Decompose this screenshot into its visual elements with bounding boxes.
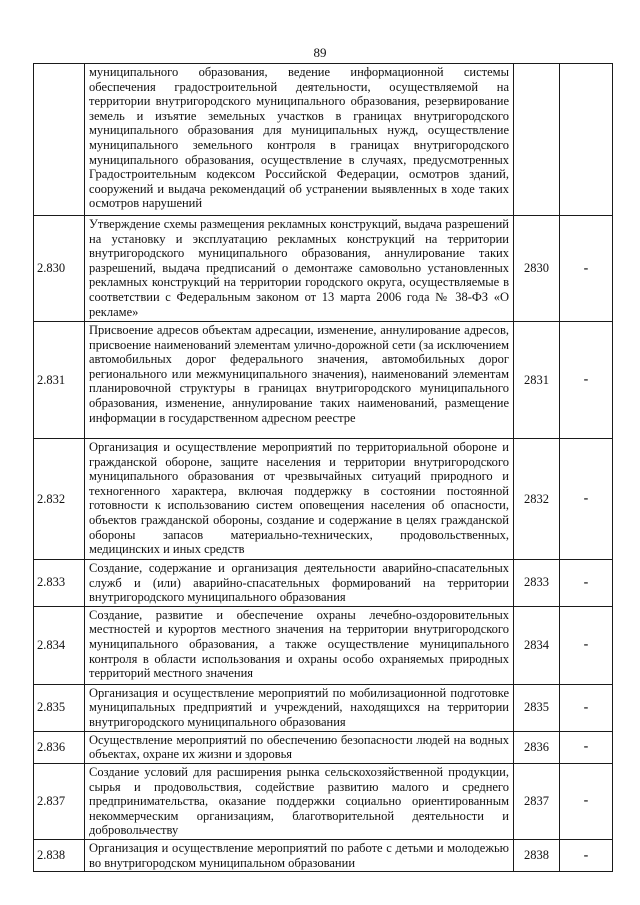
table-row xyxy=(34,439,613,560)
row-number: 2.833 xyxy=(34,560,85,607)
row-code: 2832 xyxy=(514,439,560,560)
table-row xyxy=(34,64,613,216)
row-number: 2.832 xyxy=(34,439,85,560)
row-number: 2.830 xyxy=(34,216,85,322)
row-code: 2835 xyxy=(514,684,560,731)
table-row xyxy=(34,763,613,839)
row-code: 2836 xyxy=(514,731,560,763)
row-description: Организация и осуществление мероприятий по работе с детьми и молодежью во внутригородском муниципальном образовании xyxy=(85,839,514,871)
row-description: Осуществление мероприятий по обеспечению безопасности людей на водных объектах, охране их жизни и здоровья xyxy=(85,731,514,763)
row-description: Создание условий для расширения рынка сельскохозяйственной продукции, сырья и продовольствия, содействие развитию малого и среднего предпринимательства, оказание поддержки социально ориентированным некоммерческим организациям, благотворительной деятельности и добровольчеству xyxy=(85,763,514,839)
row-mark xyxy=(560,64,613,216)
row-number: 2.835 xyxy=(34,684,85,731)
row-number: 2.838 xyxy=(34,839,85,871)
row-number: 2.837 xyxy=(34,763,85,839)
row-code xyxy=(514,64,560,216)
row-mark: - xyxy=(560,322,613,439)
row-code: 2837 xyxy=(514,763,560,839)
row-mark: - xyxy=(560,606,613,684)
row-description: Организация и осуществление мероприятий по мобилизационной подготовке муниципальных предприятий и учреждений, находящихся на территории внутригородского муниципального образования xyxy=(85,684,514,731)
table-row xyxy=(34,684,613,731)
row-description: Организация и осуществление мероприятий по территориальной обороне и гражданской обороне, защите населения и территории внутригородского муниципального образования от чрезвычайных ситуаций природного и техногенного характера, включая поддержку в состоянии постоянной готовности к использованию систем оповещения населения об опасности, объектов гражданской обороны, создание и содержание в целях гражданской обороны запасов материально-технических, продовольственных, медицинских и иных средств xyxy=(85,439,514,560)
row-mark: - xyxy=(560,684,613,731)
row-code: 2830 xyxy=(514,216,560,322)
row-mark: - xyxy=(560,439,613,560)
table-row xyxy=(34,731,613,763)
row-code: 2838 xyxy=(514,839,560,871)
row-code: 2831 xyxy=(514,322,560,439)
row-description: Создание, содержание и организация деятельности аварийно-спасательных служб и (или) аварийно-спасательных формирований на территории внутригородского муниципального образования xyxy=(85,560,514,607)
row-description: Создание, развитие и обеспечение охраны лечебно-оздоровительных местностей и курортов местного значения на территории внутригородского муниципального образования, а также осуществление муниципального контроля в области использования и охраны особо охраняемых природных территорий местного значения xyxy=(85,606,514,684)
row-mark: - xyxy=(560,216,613,322)
page-number: 89 xyxy=(313,45,327,60)
row-description: Утверждение схемы размещения рекламных конструкций, выдача разрешений на установку и эксплуатацию рекламных конструкций на территории внутригородского муниципального образования, аннулирование таких разрешений, выдача предписаний о демонтаже самовольно установленных рекламных конструкций на территории городского округа, осуществляемые в соответствии с Федеральным законом от 13 марта 2006 года № 38-ФЗ «О рекламе» xyxy=(85,216,514,322)
row-mark: - xyxy=(560,763,613,839)
row-description: муниципального образования, ведение информационной системы обеспечения градостроительной деятельности, осуществляемой на территории внутригородского муниципального образования, резервирование земель и изъятие земельных участков в границах внутригородского муниципального образования для муниципальных нужд, осуществление муниципального земельного контроля в границах внутригородского муниципального образования, осуществление в случаях, предусмотренных Градостроительным кодексом Российской Федерации, осмотров зданий, сооружений и выдача рекомендаций об устранении выявленных в ходе таких осмотров нарушений xyxy=(85,64,514,216)
classification-table xyxy=(33,63,613,872)
row-number: 2.834 xyxy=(34,606,85,684)
row-mark: - xyxy=(560,731,613,763)
table-row xyxy=(34,560,613,607)
table-row xyxy=(34,216,613,322)
row-description: Присвоение адресов объектам адресации, изменение, аннулирование адресов, присвоение наименований элементам улично-дорожной сети (за исключением автомобильных дорог федерального значения, автомобильных дорог регионального или межмуниципального значения), наименований элементам планировочной структуры в границах внутригородского муниципального образования, изменение, аннулирование таких наименований, размещение информации в государственном адресном реестре xyxy=(85,322,514,439)
table-row xyxy=(34,839,613,871)
row-code: 2834 xyxy=(514,606,560,684)
table-row xyxy=(34,322,613,439)
row-mark: - xyxy=(560,839,613,871)
row-number: 2.836 xyxy=(34,731,85,763)
row-number: 2.831 xyxy=(34,322,85,439)
row-number xyxy=(34,64,85,216)
table-row xyxy=(34,606,613,684)
row-code: 2833 xyxy=(514,560,560,607)
row-mark: - xyxy=(560,560,613,607)
